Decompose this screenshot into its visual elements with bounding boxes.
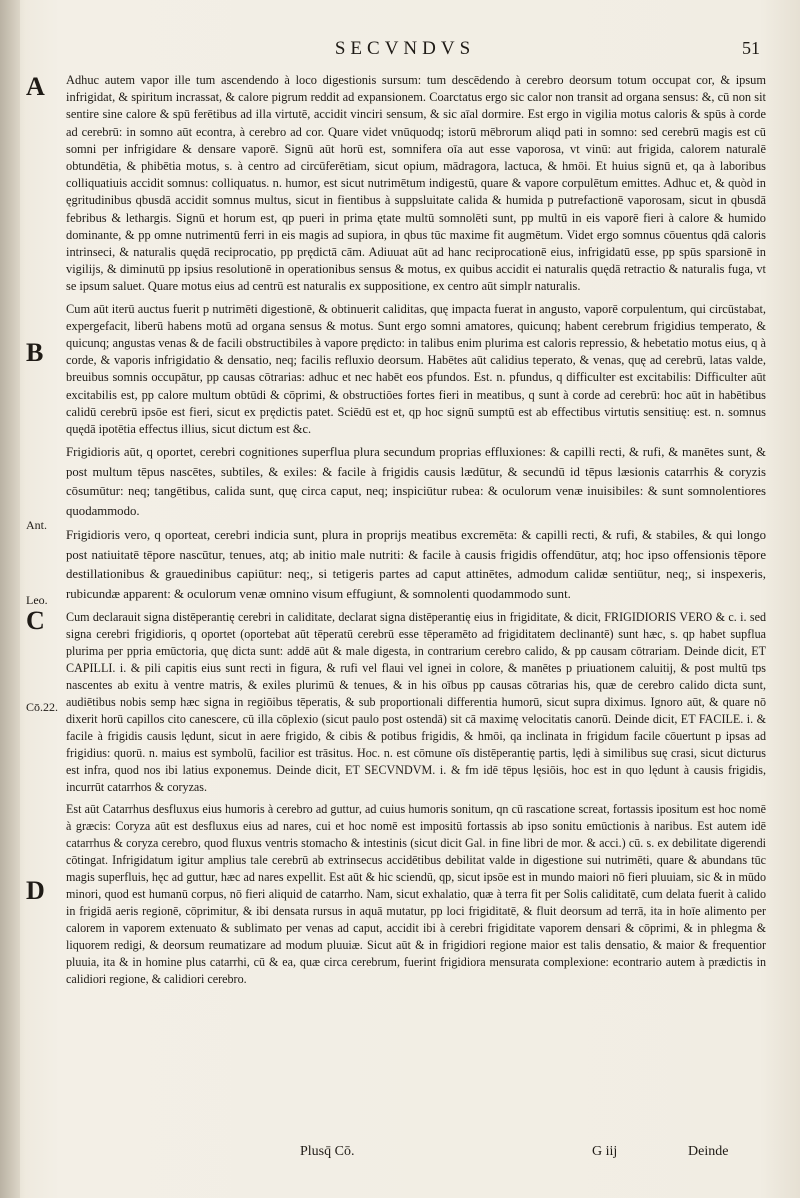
margin-letter-d: D bbox=[26, 876, 45, 905]
margin-letter-c: C bbox=[26, 606, 45, 635]
catchword: Deinde bbox=[688, 1144, 729, 1159]
paragraph-2: Cum aūt iterū auctus fuerit p nutrimēti digestionē, & obtinuerit caliditas, quę impacta fuerat in angusto, vaporē corpulentum, qui circūstabat, expergefacit, liberū habens motū ad organa sensus & motus. Sunt ergo somni amatores, quicunq; habent cerebrum frigidius temperato, & quicunq; angustas venas & de facili obstructibiles à vapore prędicto: in talibus enim plurima est caloris repressio, & hebetatio motus eius, q à corde, & vaporis infrigidatio & densatio, neq; facilis refluxio deorsum. Habētes aūt calidius teperato, & venas, quę ad cerebrū, latas valde, breuibus somnis occupātur, pp causas cōtrarias: adhuc et nec habēt eos pfundos. Est. n. pfundus, q difficulter est excitabilis: Difficulter aūt excitabilis est, pp calore multum obtūdi & cōprimi, & obstructiōes fortes fieri in meatibus, q sunt à corde ad cerebrū: hoc aūt in habētibus calidū cerebrū ipsōe est fieri, sicut ex prędictis patet. Sciēdū est et, qp hoc signū sumptū est ab effectibus virtutis sensitiuę: est. n. somnus quędā ipotētia effectus illius, sicut dictum est &c. bbox=[66, 301, 766, 437]
paragraph-antiqua-translation: Frigidioris aūt, q oportet, cerebri cognitiones superflua plura secundum proprias effluxiones: & capilli recti, & rufi, & manētes sunt, & post multum tēpus nascētes, subtiles, & exiles: & facile à frigidis causis lædūtur, & secundū id tēpus læsionis catarrhis & coryzis cōsumūtur: neq; tangētibus, calida sunt, quę circa caput, neq; inspiciūtur rubea: & oculorum venæ inuisibiles: & sunt somnolentiores quodammodo. bbox=[66, 445, 766, 518]
page-body bbox=[66, 72, 766, 993]
page-header bbox=[0, 38, 800, 68]
margin-note-leo: Leo. bbox=[26, 593, 48, 607]
margin-letter-a: A bbox=[26, 72, 45, 101]
page-gutter-shadow bbox=[0, 0, 20, 1198]
running-title: SECVNDVS bbox=[334, 38, 476, 59]
paragraph-leonicenus-translation: Frigidioris vero, q oporteat, cerebri indicia sunt, plura in proprijs meatibus excremēta: & capilli recti, & rufi, & stabiles, & qui longo post natiuitatē tēpore nascūtur, tenues, atq; ab initio male nutriti: & facile à causis frigidis offendūtur, atq; hoc ipso offensionis tēpore destillationibus & grauedinibus capiūtur: neq;, si tetigeris partes ad caput attinētes, admodum calidæ sentiūtur, neq;, si inspexeris, rubicundæ apparent: & oculorum venæ omnino visum effugiunt, & somnolenti quodammodo sunt. bbox=[66, 528, 766, 601]
margin-note-commentary: Cō.22. bbox=[26, 700, 59, 714]
folio-number: 51 bbox=[742, 38, 760, 58]
footer-note: Plusq̄ Cō. bbox=[300, 1144, 355, 1159]
margin-letter-b: B bbox=[26, 338, 44, 367]
paragraph-1: Adhuc autem vapor ille tum ascendendo à loco digestionis sursum: tum descēdendo à cerebro deorsum totum occupat cor, & ipsum infrigidat, & spiritum incrassat, & calore pigrum reddit ad expansionem. Coarctatus ergo sic calor non transit ad organa sensus: &, cū non sit sentire sine calore & spū ferētibus ad illa virtutē, accidit vinciri sensum, & sic aīal dormire. Est ergo in vigilia motus caloris & spūs à corde ad cerebrū: in somno aūt econtra, à cerebro ad cor. Quare videt vnūquodq; istorū mēbrorum aliqd pati in somno: sed cerebrū magis est cū somni per infrigidare & densare vaporē. Signū aūt horū est, somnifera oīa aut esse vaporosa, vt vinū: aut frigida, calorem naturalē obtundētia, & phibētia motus, s. à centro ad circūferētiam, sicut opium, mādragora, lactuca, & hmōi. Et huius signū et, qa à laboribus colliquatiuis accidit somnus: colliquatus. n. humor, est sicut nutrimētum indigestū, quare & vapore corpulētum emittes. Adhuc et, & quòd in ęgritudinibus qbusdā accidit somnus multus, sicut in fientibus à suppsluitate calida & humida p putrefactionē vaporosam, sicut in qbusdā febribus & lethargis. Signū et horum est, qp pueri in prima ętate multū somnolēti sunt, pp multū in eis vaporē fieri à calore & humido dominante, & pp omne nutrimentū ferri in eis magis ad supiora, in qbus tūc maxime fit augmētum. Videt ergo somnus cōuentus qdā caloris intrinseci, & naturalis quędā reciprocatio, pp prędictā cām. Adiuuat aūt ad hanc reciprocationē eius, infrigidatū esse, pp spūs sparsionē in vigilijs, & diminutū pp ipsius resolutionē in operationibus sensus & motus, ex quibus accidit ei naturalis quędā retractio & naturalis fuga, vt se ipsum saluet. Quare motus eius ad centrū est naturalis ex suppositione, ex centro aūt simplr naturalis. bbox=[66, 73, 766, 294]
signature-mark: G iij bbox=[592, 1144, 618, 1159]
margin-note-ant: Ant. bbox=[26, 518, 47, 532]
paragraph-commentary-1: Cum declarauit signa distēperantię cerebri in caliditate, declarat signa distēperantię eius in frigiditate, & dicit, FRIGIDIORIS VERO & c. i. sed signa cerebri frigidioris, q oportet (oportebat aūt tēperatū cerebrū esse tēperamēto ad frigiditatem declinantē) sunt hæc, s. qp habet supflua plurima per ppria emūctoria, quę dicta sunt: addē aūt & male digesta, in contrarium cerebro calido, & pp causam cōtrariam. Deinde dicit, ET CAPILLI. i. & pili capitis eius sunt recti in figura, & rufi vel flaui vel ignei in colore, & manētes p priuationem caluitij, & post multū tps nascentes ab exitu à ventre matris, & exiles plurimū & tenues, & in his oībus pp causas cōtrarias his, quæ de cerebro calido dicta sunt, audiētibus nobis semp hæc signa in regiōibus tēperatis, & sub proportionali differentia humorū, sicut supra diximus. Ignoro aūt, & quare nō dixerit horū capillos cito canescere, cū illa cōplexio (sicut paulo post ostendā) sit cā maximę velocitatis canorū. Deinde dicit, ET FACILE. i. & facile à frigidis causis lędunt, sicut in aere frigido, & cibis & potibus frigidis, & hmōi, qa inclinata in frigidum facile cōuertunt p ipsas ad frigidius: quorū. n. maius est symbolū, facilior est trāsitus. Hoc. n. est cōmune oīs distēperantię partis, lędi à similibus suę crasi, sicut dicturus est infra, quod nos ibi latius exponemus. Deinde dicit, ET SECVNDVM. i. & fm idē tēpus lęsiōis, hoc est in quo lędunt à causis frigidis, incurrūt catarrhos & coryzas. bbox=[66, 610, 766, 795]
page-footer bbox=[0, 1144, 800, 1174]
paragraph-commentary-2: Est aūt Catarrhus desfluxus eius humoris à cerebro ad guttur, ad cuius humoris sonitum, qn cū rascatione screat, fortassis ipositum est hoc nomē à græcis: Coryza aūt est desfluxus eius ad nares, cui et hoc nomē est impositū fortassis ab ipso sonitu emūctionis à naribus. Est autem idē catarrhus & coryza cerebro, quod fluxus ventris stomacho & intestinis (sicut dicit Gal. in fine libri de mor. & acci.) cū. s. ex debilitate digerendi cōtingat. Infrigidatum igitur amplius tale cerebrū ab extrinsecus accidētibus debilitat valde in digestione sui nutrimēti, quare & abundans tūc magis superfluis, hęc ad guttur, hæc ad nares expellit. Est aūt & hic sciendū, qp, sicut ipsōe est in mundo maiori nō fieri pluuiam, sic & in mūdo minori, quod est humanū corpus, nō fieri aliquid de catarrho. Nam, sicut exhalatio, quæ à terra fit per Solis caliditatē, cum delata fuerit à calido in frigidā aeris regionē, cōprimitur, & ibi densata rursus in aquā mutatur, pp loci frigiditatē, & fluit deorsum ad terrā, ita in hoīe alimento per calorem in vaporem extenuato & sublimato per venas ad caput, accidit ibi à cerebri frigiditate vaporem densari & cōprimi, & in phlegma & liquorem redigi, & deorsum reumatizare ad modum pluuiæ. Sicut aūt & in frigidiori regione maior est talis densatio, & maior & frequentior pluuia, ita & in homine plus catarrhi, cū & ea, quæ circa cerebrum, fuerint frigidiora mensurata complexione: econtrario autem à prædictis in calidiori regione, & calidiori cerebro. bbox=[66, 802, 766, 987]
